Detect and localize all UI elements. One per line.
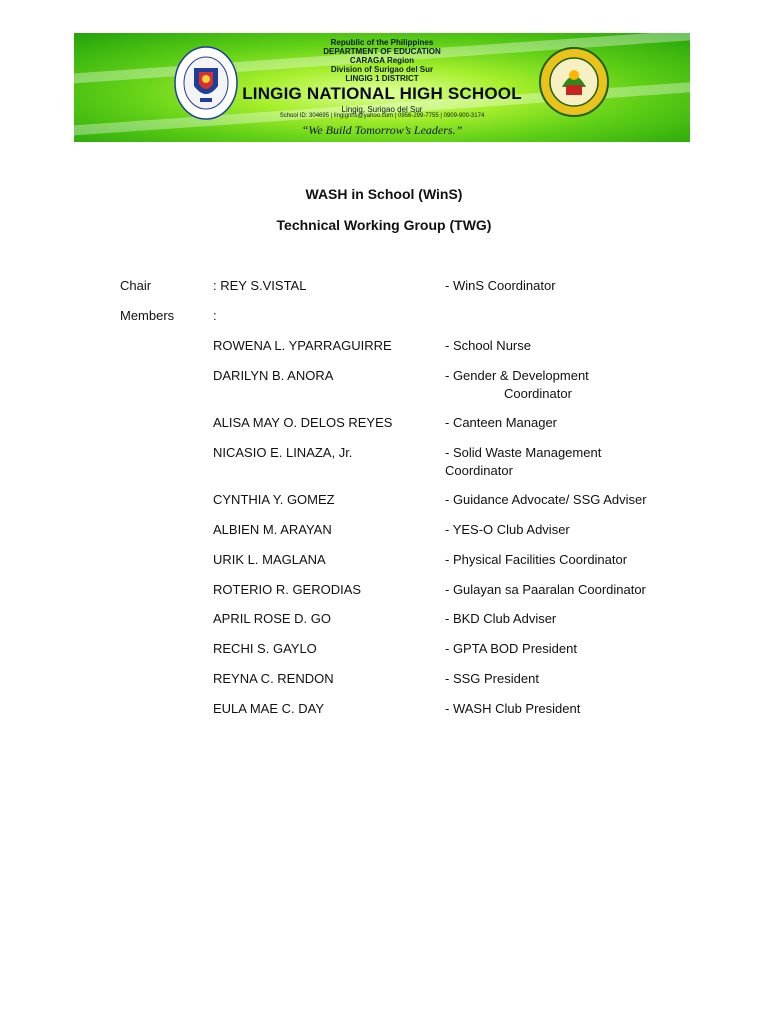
member-name: REYNA C. RENDON: [213, 671, 334, 686]
member-role-continued: Coordinator: [504, 386, 572, 401]
member-role: - School Nurse: [445, 338, 531, 353]
member-role: - SSG President: [445, 671, 539, 686]
member-name: NICASIO E. LINAZA, Jr.: [213, 445, 353, 460]
member-name: CYNTHIA Y. GOMEZ: [213, 492, 335, 507]
member-name: APRIL ROSE D. GO: [213, 611, 331, 626]
member-role: - Solid Waste Management: [445, 445, 602, 460]
member-name: RECHI S. GAYLO: [213, 641, 317, 656]
member-role: - GPTA BOD President: [445, 641, 577, 656]
members-colon: :: [213, 308, 217, 323]
member-role-continued: Coordinator: [445, 463, 513, 478]
member-name: DARILYN B. ANORA: [213, 368, 334, 383]
banner-republic: Republic of the Philippines: [330, 38, 434, 47]
member-role: - YES-O Club Adviser: [445, 522, 570, 537]
letterhead-banner: [74, 33, 690, 142]
member-name: URIK L. MAGLANA: [213, 552, 326, 567]
school-motto: “We Build Tomorrow’s Leaders.”: [301, 123, 463, 137]
school-contact: School ID: 304695 | lingignhs@yahoo.com | 0956-299-7755 | 0909-900-3174: [279, 113, 485, 119]
member-role: - BKD Club Adviser: [445, 611, 557, 626]
member-name: ALISA MAY O. DELOS REYES: [213, 415, 393, 430]
member-name: ROTERIO R. GERODIAS: [213, 582, 362, 597]
document-title: WASH in School (WinS): [305, 186, 463, 202]
member-name: ALBIEN M. ARAYAN: [213, 522, 332, 537]
banner-region: CARAGA Region: [349, 56, 415, 65]
member-name: EULA MAE C. DAY: [213, 701, 325, 716]
member-role: - Gulayan sa Paaralan Coordinator: [445, 582, 646, 597]
banner-division: Division of Surigao del Sur: [330, 65, 434, 74]
school-address: Lingig, Surigao del Sur: [341, 105, 423, 114]
school-name: LINGIG NATIONAL HIGH SCHOOL: [242, 84, 522, 103]
banner-department: DEPARTMENT OF EDUCATION: [323, 47, 441, 56]
member-role: - Physical Facilities Coordinator: [445, 552, 628, 567]
chair-role: - WinS Coordinator: [445, 278, 556, 293]
member-role: - Guidance Advocate/ SSG Adviser: [445, 492, 647, 507]
member-role: - WASH Club President: [445, 701, 581, 716]
member-role: - Canteen Manager: [445, 415, 558, 430]
banner-district: LINGIG 1 DISTRICT: [345, 74, 419, 83]
chair-name: : REY S.VISTAL: [213, 278, 307, 293]
member-name: ROWENA L. YPARRAGUIRRE: [213, 338, 392, 353]
members-label: Members: [120, 308, 175, 323]
chair-label: Chair: [120, 278, 152, 293]
document-subtitle: Technical Working Group (TWG): [276, 217, 492, 233]
member-role: - Gender & Development: [445, 368, 589, 383]
